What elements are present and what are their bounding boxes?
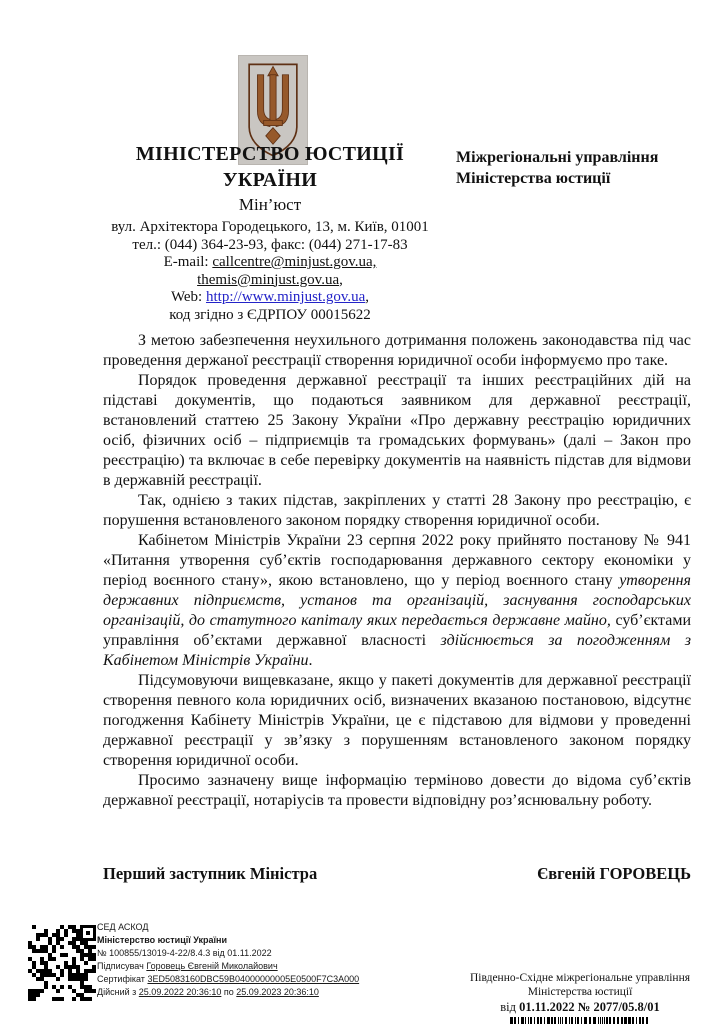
email-label: E-mail: [163, 254, 209, 270]
stamp-signer-line: Підписувач Горовець Євгеній Миколайович [97, 961, 278, 971]
paragraph-4: Кабінетом Міністрів України 23 серпня 2022 року прийнято постанову № 941 «Питання утворення суб’єктів господарювання державного сектору економіки у період воєнного стану», якою встановлено, що у період воєнного стану утворення державних підприємств, установ та організацій, заснування господарських організацій, до статутного капіталу яких передається державне майно, суб’єктами управління об’єктами державної власності здійснюється за погодженням з Кабінетом Міністрів України. [103, 532, 692, 669]
stamp-doc-number: № 100855/13019-4-22/8.4.3 від 01.11.2022 [97, 948, 272, 958]
registration-date: 01.11.2022 [519, 1000, 575, 1014]
web-suffix: , [365, 289, 370, 305]
paragraph-3: Так, однією з таких підстав, закріплених у статті 28 Закону про реєстрацію, є порушення встановленого законом порядку створення юридичної особи. [103, 492, 691, 529]
stamp-cert-number: 3ED5083160DBC59B04000000005E0500F7C3A000 [147, 974, 360, 984]
stamp-valid-from: 25.09.2022 20:36:10 [138, 987, 222, 997]
email-link-themis[interactable]: themis@minjust.gov.ua, [197, 271, 343, 288]
ministry-short-name: Мін’юст [238, 195, 302, 214]
paragraph-6: Просимо зазначену вище інформацію терміново довести до відома суб’єктів державної реєстрації, нотаріусів та провести відповідну роз’яснювальну роботу. [103, 772, 691, 809]
stamp-cert-line: Сертифікат 3ED5083160DBC59B04000000005E0500F7C3A000 [97, 974, 360, 984]
registration-office: Південно-Східне міжрегіональне управління Міністерства юстиції [469, 972, 691, 998]
signer-name: Євгеній ГОРОВЕЦЬ [537, 864, 691, 883]
signature-row [103, 864, 691, 884]
web-link[interactable]: http://www.minjust.gov.ua [205, 289, 366, 305]
registration-number-line: від 01.11.2022 № 2077/05.8/01 [500, 1000, 660, 1014]
edrpou-line: код згідно з ЄДРПОУ 00015622 [169, 306, 371, 323]
registration-block [437, 971, 723, 1024]
paragraph-5: Підсумовуючи вищевказане, якщо у пакеті документів для державної реєстрації створення певного кола юридичних осіб, визначених вказаною постановою, відсутнє погодження Кабінету Міністрів України, це є підставою для відмови у проведенні державної реєстрації у зв’язку з порушенням встановленого законом порядку створення юридичної особи. [103, 672, 691, 769]
stamp-org: Міністерство юстиції України [97, 935, 228, 945]
stamp-validity-line: Дійсний з 25.09.2022 20:36:10 по 25.09.2023 20:36:10 [97, 987, 319, 997]
address-line: вул. Архітектора Городецького, 13, м. Київ, 01001 [111, 219, 429, 235]
stamp-signer-name: Горовець Євгеній Миколайович [146, 961, 278, 971]
stamp-system: СЕД АСКОД [97, 922, 149, 932]
digital-stamp-block [97, 921, 417, 999]
stamp-valid-to: 25.09.2023 20:36:10 [236, 987, 319, 997]
addressee-block [456, 147, 711, 189]
ministry-name-line1: МІНІСТЕРСТВО ЮСТИЦІЇ [135, 143, 405, 165]
signer-position: Перший заступник Міністра [103, 864, 318, 883]
ministry-name-line2: УКРАЇНИ [222, 169, 318, 191]
web-line [72, 289, 468, 307]
email-link-callcentre[interactable]: callcentre@minjust.gov.ua, [212, 254, 377, 270]
phone-line: тел.: (044) 364-23-93, факс: (044) 271-17-83 [132, 236, 408, 253]
sender-block [72, 141, 468, 324]
paragraph-1: З метою забезпечення неухильного дотримання положень законодавства під час проведення держаної реєстрації створення юридичної особи інформуємо про таке. [103, 332, 691, 369]
addressee-line2: Міністерства юстиції [456, 170, 611, 187]
letter-body [103, 331, 691, 811]
qr-code [28, 924, 96, 1002]
registration-number: № 2077/05.8/01 [577, 1000, 660, 1014]
email-line-2 [72, 272, 468, 290]
web-label: Web: [170, 289, 203, 305]
email-line [72, 254, 468, 272]
addressee-line1: Міжрегіональні управління [456, 149, 659, 166]
barcode [510, 1017, 650, 1024]
paragraph-2: Порядок проведення державної реєстрації та інших реєстраційних дій на підставі документів, що подаються заявником для державної реєстрації, встановлений статтею 25 Закону України «Про державну реєстрацію юридичних осіб, фізичних осіб – підприємців та громадських формувань» (далі – Закон про реєстрацію) та включає в себе перевірку документів на наявність підстав для відмови в державній реєстрації. [103, 372, 691, 489]
